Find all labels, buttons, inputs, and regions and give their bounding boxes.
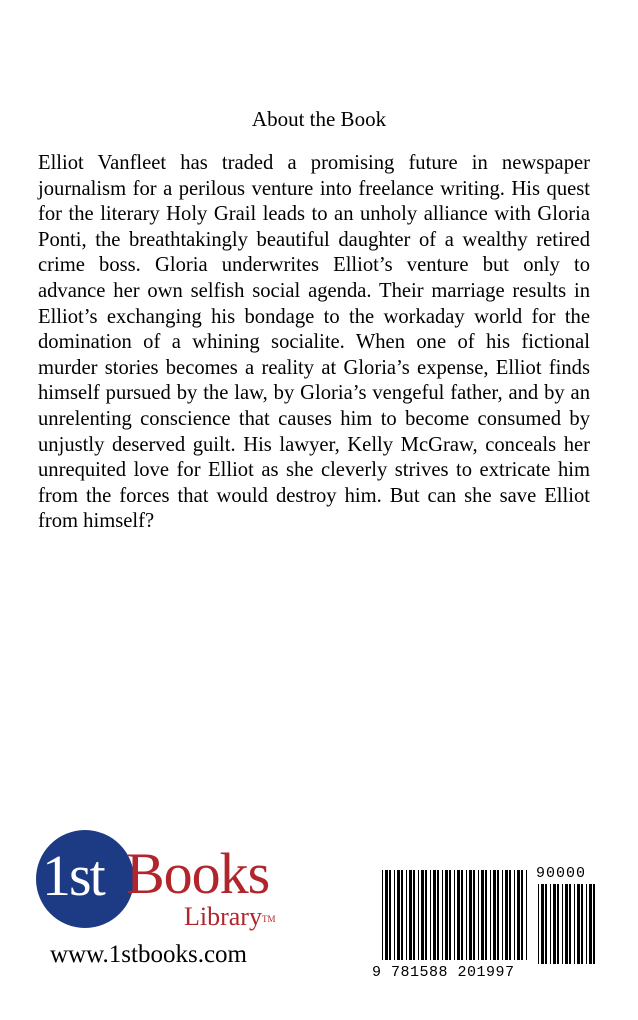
barcode-bar (445, 870, 448, 960)
section-heading: About the Book (251, 107, 387, 131)
barcode-bar (389, 870, 391, 960)
barcode-bar (449, 870, 451, 960)
barcode-bar (469, 870, 472, 960)
barcode-bar (485, 870, 487, 960)
logo-circle-emblem (36, 830, 134, 928)
barcode-bar (541, 884, 544, 964)
barcode-bar (574, 884, 575, 964)
barcode-bar (581, 884, 583, 964)
barcode-bar (565, 884, 568, 964)
barcode-bar (562, 884, 563, 964)
barcode-bar (550, 884, 551, 964)
barcode-bar (385, 870, 388, 960)
barcode-bar (493, 870, 496, 960)
barcode-bar (421, 870, 424, 960)
barcode-bar (466, 870, 467, 960)
barcode-bar (553, 884, 556, 964)
barcode-bar (473, 870, 475, 960)
barcode-bar (461, 870, 463, 960)
barcode-bar (478, 870, 479, 960)
barcode-bar (589, 884, 592, 964)
barcode-bar (490, 870, 491, 960)
barcode-bar (526, 870, 527, 960)
barcode-bar (545, 884, 547, 964)
barcode-bar (397, 870, 400, 960)
barcode-bar (433, 870, 436, 960)
barcode-isbn-digits: 9 781588 201997 (372, 964, 515, 981)
barcode-bar (425, 870, 427, 960)
isbn-barcode (372, 866, 602, 984)
barcode-bar (505, 870, 508, 960)
barcode-bar (481, 870, 484, 960)
logo-circle-text: 1st (42, 843, 104, 908)
publisher-logo (36, 830, 306, 940)
barcode-price-addon: 90000 (536, 865, 587, 882)
barcode-bar (586, 884, 587, 964)
barcode-bar (593, 884, 595, 964)
barcode-bar (401, 870, 403, 960)
barcode-bar (514, 870, 515, 960)
barcode-bar (437, 870, 439, 960)
logo-library-text: Library™ (184, 902, 276, 931)
barcode-bar (454, 870, 455, 960)
barcode-bar (394, 870, 395, 960)
logo-books-text: Books (126, 841, 270, 906)
barcode-bar (577, 884, 580, 964)
barcode-bar (406, 870, 407, 960)
barcode-bar (569, 884, 571, 964)
barcode-bar (382, 870, 383, 960)
barcode-bar (413, 870, 415, 960)
barcode-bar (521, 870, 523, 960)
barcode-bar (418, 870, 419, 960)
barcode-bar (509, 870, 511, 960)
publisher-url: www.1stbooks.com (50, 941, 247, 968)
barcode-bar (502, 870, 503, 960)
barcode-bar (409, 870, 412, 960)
barcode-bar (517, 870, 520, 960)
book-description: Elliot Vanfleet has traded a promising future in newspaper journalism for a perilous venture into freelance writing. His quest for the literary Holy Grail leads to an unholy alliance with Gloria Ponti, the breathtakingly beautiful daughter of a wealthy retired crime boss. Gloria underwrites Elliot’s venture but only to advance her own selfish social agenda. Their marriage results in Elliot’s exchanging his bondage to the workaday world for the domination of a whining socialite. When one of his fictional murder stories becomes a reality at Gloria’s expense, Elliot finds himself pursued by the law, by Gloria’s vengeful father, and by an unrelenting conscience that causes him to become consumed by unjustly deserved guilt. His lawyer, Kelly McGraw, conceals her unrequited love for Elliot as she cleverly strives to extricate him from the forces that would destroy him. But can she save Elliot from himself? (38, 152, 590, 533)
barcode-bar (497, 870, 499, 960)
barcode-bar (457, 870, 460, 960)
barcode-bar (442, 870, 443, 960)
barcode-bar (430, 870, 431, 960)
barcode-bar (557, 884, 559, 964)
trademark-mark: TM (261, 914, 276, 924)
barcode-bar (538, 884, 539, 964)
